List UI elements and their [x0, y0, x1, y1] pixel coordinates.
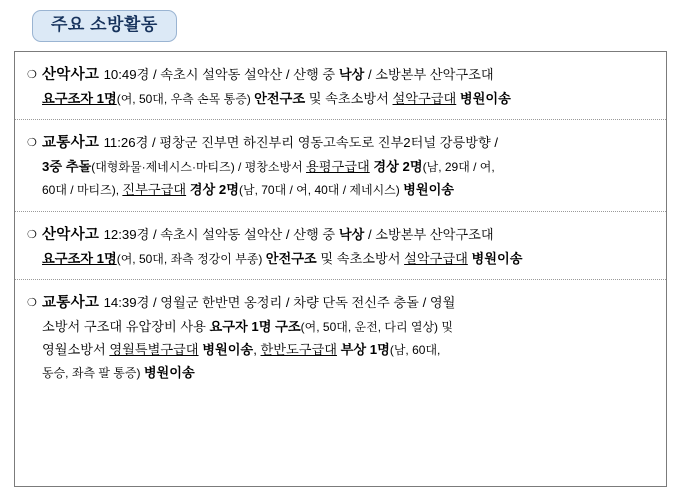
text-run: 및 속초소방서	[316, 250, 405, 266]
text-run: ,	[253, 341, 261, 357]
report-box	[14, 51, 667, 487]
text-run: 병원이송	[471, 250, 523, 266]
entry-line	[27, 156, 654, 179]
text-run: 요구자 1명 구조	[209, 319, 301, 335]
text-run: 병원이송	[202, 341, 254, 357]
text-run: 안전구조	[265, 250, 317, 266]
entry-line	[27, 88, 654, 111]
bullet-icon: ❍	[27, 228, 37, 241]
text-run: 12:39경 / 속초시 설악동 설악산 / 산행 중	[103, 226, 339, 242]
text-run: 교통사고	[42, 135, 104, 152]
entry-line	[27, 131, 654, 156]
entry-line	[27, 248, 654, 271]
entry-line	[27, 362, 654, 385]
text-run: 부상 1명	[340, 341, 390, 357]
text-run: 14:39경 / 영월군 한반면 옹정리 / 차량 단독 전신주 충돌 / 영월	[103, 295, 456, 311]
report-entry	[15, 212, 666, 281]
text-run: 산악사고	[42, 66, 104, 83]
text-run: 10:49경 / 속초시 설악동 설악산 / 산행 중	[103, 66, 339, 82]
text-run: 60대 / 마티즈),	[42, 182, 123, 197]
text-run: 병원이송	[459, 90, 511, 106]
text-run: (남, 70대 / 여, 40대 / 제네시스)	[238, 182, 404, 197]
report-entry	[15, 52, 666, 121]
text-run: 진부구급대	[122, 181, 187, 197]
bullet-icon: ❍	[27, 68, 37, 81]
text-run: 11:26경 / 평창군 진부면 하진부리 영동고속도로 진부2터널 강릉방향 /	[103, 135, 499, 151]
text-run: 요구조자 1명	[42, 90, 117, 106]
text-run: 산악사고	[42, 226, 104, 243]
page-title: 주요 소방활동	[32, 10, 177, 42]
text-run: (남, 60대,	[389, 342, 441, 357]
entry-line	[27, 179, 654, 202]
entry-line	[27, 63, 654, 88]
text-run: (남, 29대 / 여,	[422, 160, 495, 175]
text-run: 안전구조	[254, 90, 306, 106]
text-run: 및 속초소방서	[305, 90, 393, 106]
text-run: (여, 50대, 좌측 정강이 부종)	[116, 251, 266, 266]
text-run: 영월특별구급대	[109, 341, 199, 357]
text-run: 낙상	[338, 226, 365, 242]
text-run: 3중 추돌	[42, 159, 92, 175]
entry-line	[27, 316, 654, 339]
text-run: 병원이송	[403, 181, 455, 197]
text-run: 낙상	[338, 66, 365, 82]
text-run: (대형화물·제네시스·마티즈) / 평창소방서	[91, 160, 307, 175]
text-run: 병원이송	[143, 364, 195, 380]
text-run: 경상 2명	[189, 181, 239, 197]
text-run: (여, 50대, 우측 손목 통증)	[116, 91, 255, 106]
text-run: 동승, 좌측 팔 통증)	[42, 365, 144, 380]
text-run: 경상 2명	[373, 159, 423, 175]
text-run: / 소방본부 산악구조대	[364, 226, 494, 242]
text-run: 교통사고	[42, 295, 104, 312]
bullet-icon: ❍	[27, 137, 37, 150]
text-run: 용평구급대	[306, 159, 370, 175]
text-run: 한반도구급대	[260, 341, 337, 357]
report-entry	[15, 280, 666, 393]
text-run: (여, 50대, 운전, 다리 열상) 및	[300, 320, 453, 335]
entry-line	[27, 223, 654, 248]
entry-list	[15, 52, 666, 394]
text-run: / 소방본부 산악구조대	[364, 66, 494, 82]
text-run: 설악구급대	[404, 250, 468, 266]
text-run: 영월소방서	[42, 341, 110, 357]
text-run: 소방서 구조대 유압장비 사용	[42, 319, 210, 335]
bullet-icon: ❍	[27, 297, 37, 310]
text-run: 요구조자 1명	[42, 250, 117, 266]
entry-line	[27, 339, 654, 362]
text-run: 설악구급대	[392, 90, 457, 106]
report-entry	[15, 120, 666, 211]
entry-line	[27, 291, 654, 316]
